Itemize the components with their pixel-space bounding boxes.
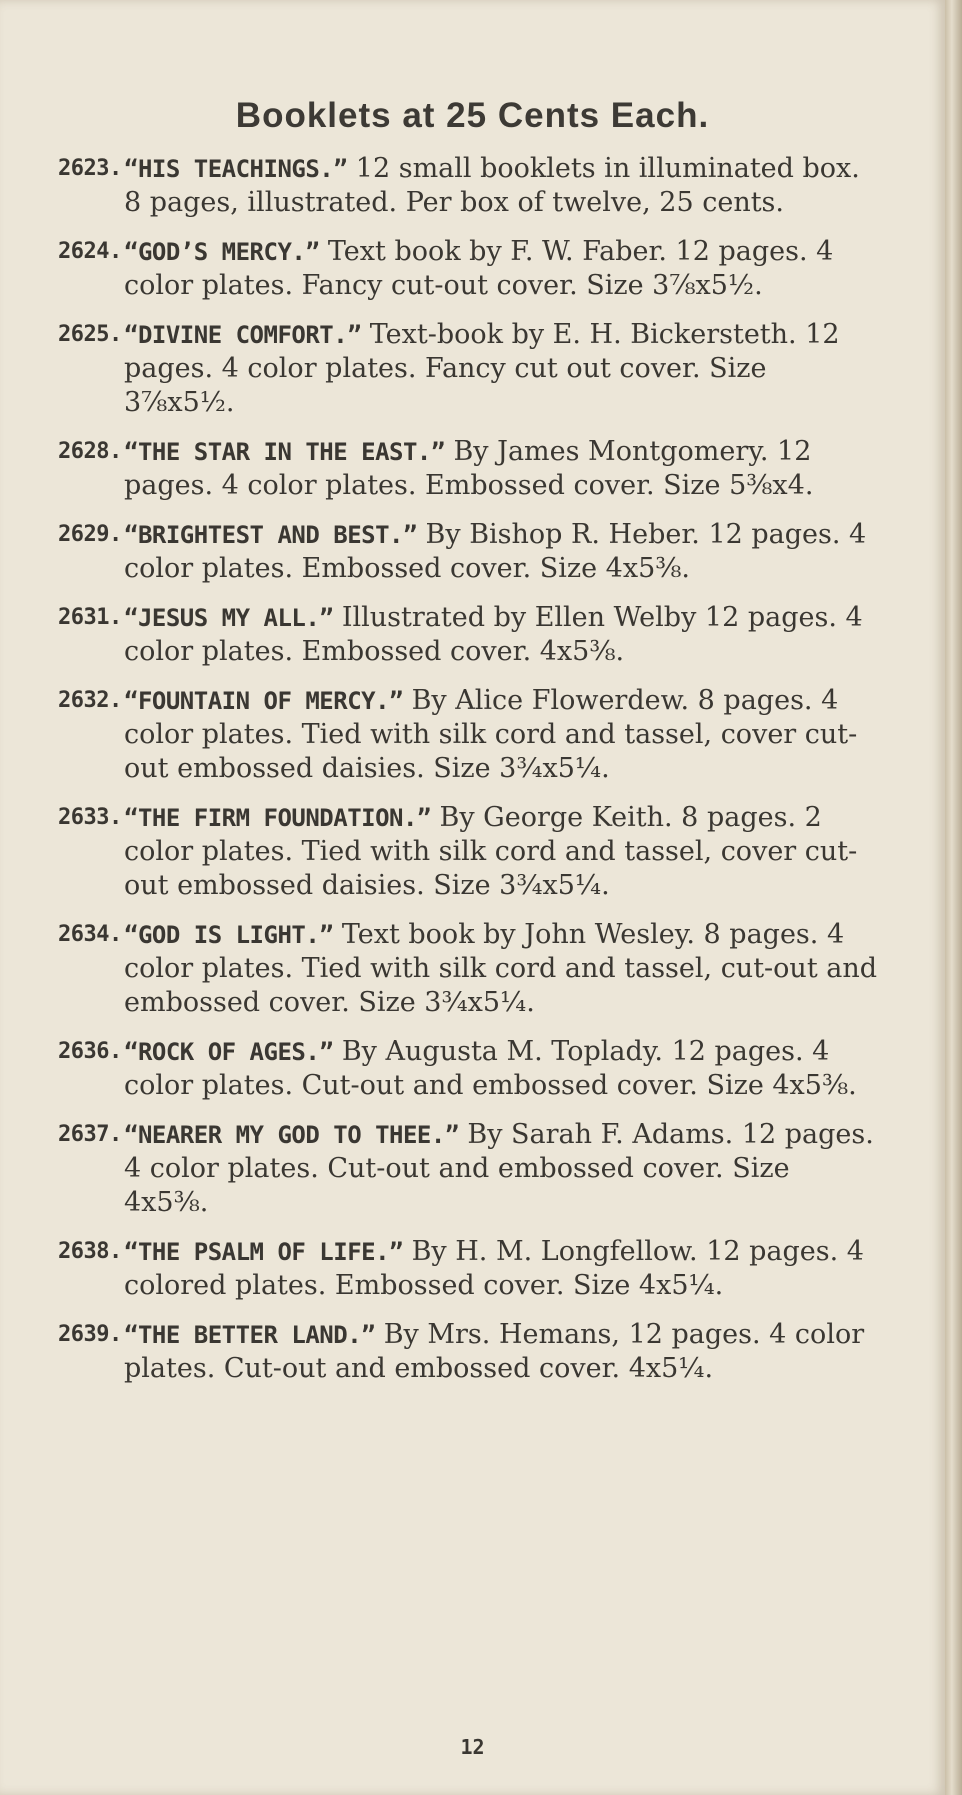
catalog-entry (58, 318, 878, 420)
catalog-entry (58, 1035, 878, 1103)
entry-title: “GOD’S MERCY.” (124, 238, 320, 266)
page-number: 12 (460, 1735, 485, 1759)
entry-list (58, 152, 878, 1401)
entry-title: “THE BETTER LAND.” (124, 1321, 376, 1349)
entry-title: “GOD IS LIGHT.” (124, 921, 334, 949)
catalog-entry (58, 1118, 878, 1220)
page-edge (945, 0, 962, 1795)
entry-number: 2624. (58, 239, 122, 264)
entry-number: 2629. (58, 522, 122, 547)
entry-number: 2632. (58, 688, 122, 713)
entry-description: By Sarah F. Adams. 12 pages. 4 color plates. Cut-out and embossed cover. Size 4x5⅜. (124, 1119, 874, 1218)
entry-description: By Alice Flowerdew. 8 pages. 4 color plates. Tied with silk cord and tassel, cover cut-out embossed daisies. Size 3¾x5¼. (124, 685, 858, 784)
page-heading: Booklets at 25 Cents Each. (235, 96, 710, 135)
entry-description: 12 small booklets in illuminated box. 8 pages, illustrated. Per box of twelve, 25 cents. (124, 153, 860, 218)
entry-description: Text-book by E. H. Bickersteth. 12 pages. 4 color plates. Fancy cut out cover. Size 3⅞x5½. (124, 319, 840, 418)
entry-title: “FOUNTAIN OF MERCY.” (124, 687, 403, 715)
catalog-entry (58, 518, 878, 586)
entry-number: 2636. (58, 1039, 122, 1064)
entry-number: 2628. (58, 439, 122, 464)
entry-description: By Augusta M. Toplady. 12 pages. 4 color plates. Cut-out and embossed cover. Size 4x5⅜. (124, 1036, 857, 1101)
entry-number: 2634. (58, 922, 122, 947)
catalog-entry (58, 918, 878, 1020)
entry-number: 2633. (58, 805, 122, 830)
entry-number: 2637. (58, 1122, 122, 1147)
entry-title: “THE FIRM FOUNDATION.” (124, 804, 431, 832)
entry-description: By Mrs. Hemans, 12 pages. 4 color plates. Cut-out and embossed cover. 4x5¼. (124, 1319, 865, 1384)
entry-description: Illustrated by Ellen Welby 12 pages. 4 color plates. Embossed cover. 4x5⅜. (124, 602, 863, 667)
entry-description: Text book by F. W. Faber. 12 pages. 4 color plates. Fancy cut-out cover. Size 3⅞x5½. (124, 236, 834, 301)
catalog-entry (58, 684, 878, 786)
catalog-entry (58, 1318, 878, 1386)
entry-number: 2639. (58, 1322, 122, 1347)
entry-number: 2625. (58, 322, 122, 347)
entry-description: By H. M. Longfellow. 12 pages. 4 colored plates. Embossed cover. Size 4x5¼. (124, 1236, 864, 1301)
entry-title: “JESUS MY ALL.” (124, 604, 334, 632)
catalog-entry (58, 152, 878, 220)
entry-title: “NEARER MY GOD TO THEE.” (124, 1121, 459, 1149)
entry-title: “THE PSALM OF LIFE.” (124, 1238, 403, 1266)
entry-description: Text book by John Wesley. 8 pages. 4 color plates. Tied with silk cord and tassel, cut-out and embossed cover. Size 3¾x5¼. (124, 919, 878, 1018)
catalog-entry (58, 601, 878, 669)
entry-title: “HIS TEACHINGS.” (124, 155, 348, 183)
entry-title: “ROCK OF AGES.” (124, 1038, 334, 1066)
entry-number: 2631. (58, 605, 122, 630)
entry-description: By George Keith. 8 pages. 2 color plates. Tied with silk cord and tassel, cover cut-out embossed daisies. Size 3¾x5¼. (124, 802, 858, 901)
catalog-entry (58, 235, 878, 303)
catalog-entry (58, 1235, 878, 1303)
catalog-entry (58, 801, 878, 903)
entry-description: By James Montgomery. 12 pages. 4 color plates. Embossed cover. Size 5⅜x4. (124, 436, 814, 501)
catalog-entry (58, 435, 878, 503)
entry-description: By Bishop R. Heber. 12 pages. 4 color plates. Embossed cover. Size 4x5⅜. (124, 519, 867, 584)
entry-number: 2623. (58, 156, 122, 181)
entry-title: “DIVINE COMFORT.” (124, 321, 362, 349)
entry-number: 2638. (58, 1239, 122, 1264)
entry-title: “THE STAR IN THE EAST.” (124, 438, 445, 466)
entry-title: “BRIGHTEST AND BEST.” (124, 521, 417, 549)
